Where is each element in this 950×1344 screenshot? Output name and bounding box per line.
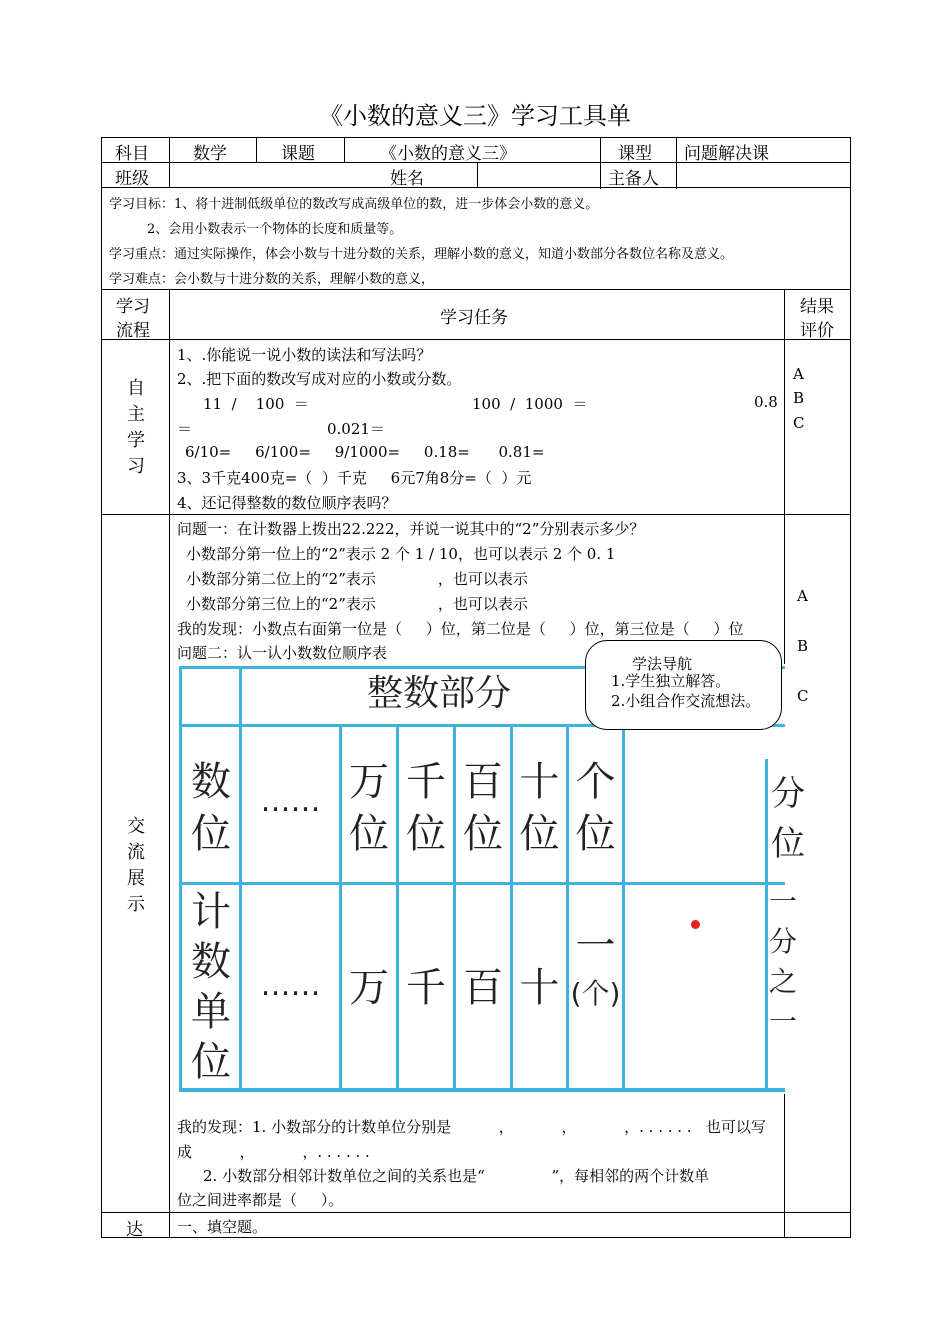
divider [600, 137, 601, 189]
goal-line-1: 学习目标：1、将十进制低级单位的数改写成高级单位的数，进一步体会小数的意义。 [109, 197, 599, 212]
red-dot [691, 920, 700, 929]
self-l3b: 100 / 1000 ＝ [472, 395, 588, 413]
self-l4b: 0.021＝ [327, 420, 385, 438]
preparer-label: 主备人 [608, 169, 659, 189]
exchange-char-4: 示 [127, 894, 145, 915]
divider [676, 137, 677, 189]
self-l3a: 11 / 100 ＝ [203, 395, 309, 413]
exchange-grade-a: A [797, 587, 808, 605]
cut-unit-2: 分 [768, 925, 797, 958]
cut-unit-4: 一 [768, 1005, 797, 1038]
reach-label: 达 [126, 1220, 143, 1240]
unit-bai: 百 [463, 965, 503, 1011]
key-point: 学习重点：通过实际操作，体会小数与十进分数的关系，理解小数的意义，知道小数部分各数位名称及意义。 [109, 247, 734, 262]
self-l3c: 0.8 [754, 393, 778, 411]
problem-1: 问题一：在计数器上拨出22.222，并说一说其中的“2”分别表示多少？ [177, 520, 645, 538]
row-label-place-1: 数 [191, 759, 231, 805]
problem-1-line-2: 小数部分第二位上的“2”表示 ，也可以表示 [186, 570, 528, 588]
row-label-unit-3: 单 [191, 989, 231, 1035]
flow-header-1: 学习 [116, 297, 150, 317]
self-l4a: ＝ [177, 420, 193, 438]
self-grade-a: A [793, 365, 804, 383]
place-wan-1: 万 [349, 759, 389, 805]
finding-1-line-1: 我的发现：1. 小数部分的计数单位分别是 ， ， ，. . . . . . 也可以写 [177, 1118, 766, 1136]
self-study-char-1: 自 [127, 378, 145, 399]
cut-unit-3: 之 [768, 965, 797, 998]
unit-ellipsis: …… [260, 968, 321, 1003]
exchange-grade-c: C [797, 687, 809, 705]
finding-2-line-1: 2. 小数部分相邻计数单位之间的关系也是“ ”，每相邻的两个计数单 [203, 1167, 710, 1185]
divider [169, 137, 170, 163]
divider [169, 162, 170, 188]
row-label-unit-4: 位 [191, 1039, 231, 1085]
self-q1: 1、.你能说一说小数的读法和写法吗？ [177, 346, 432, 364]
place-bai-1: 百 [463, 759, 503, 805]
integer-part-header: 整数部分 [366, 673, 511, 714]
divider [344, 137, 345, 163]
self-study-char-4: 习 [127, 456, 145, 477]
subject-label: 科目 [115, 144, 149, 164]
unit-ge-2: (个) [570, 977, 621, 1010]
place-ge-1: 个 [575, 759, 616, 805]
callout-line-1: 1.学生独立解答。 [611, 672, 731, 690]
task-header: 学习任务 [440, 308, 508, 328]
exchange-char-2: 流 [127, 842, 145, 863]
unit-shi: 十 [519, 965, 560, 1011]
divider [477, 162, 478, 188]
callout-title: 学法导航 [632, 655, 693, 673]
cut-place-2: 位 [771, 824, 805, 864]
flow-header-2: 流程 [116, 321, 150, 341]
row-label-unit-1: 计 [191, 889, 231, 935]
self-study-char-3: 学 [127, 430, 145, 451]
divider [256, 137, 257, 163]
place-qian-2: 位 [406, 811, 446, 857]
name-label: 姓名 [390, 169, 424, 189]
topic-value: 《小数的意义三》 [380, 144, 516, 164]
unit-wan: 万 [349, 965, 389, 1011]
place-shi-2: 位 [519, 811, 560, 857]
divider [101, 1212, 851, 1213]
self-l5: 6/10= 6/100= 9/1000= 0.18= 0.81= [185, 443, 545, 461]
problem-1-line-1: 小数部分第一位上的“2”表示 2 个 1 / 10，也可以表示 2 个 0. 1 [186, 545, 616, 563]
finding-1-line-2: 成 ， ，. . . . . . [177, 1143, 370, 1161]
subject-value: 数学 [193, 144, 227, 164]
self-grade-c: C [793, 414, 805, 432]
divider [101, 339, 851, 340]
problem-2: 问题二：认一认小数数位顺序表 [177, 644, 388, 662]
place-ge-2: 位 [575, 811, 616, 857]
cut-place-1: 分 [771, 774, 805, 814]
topic-label: 课题 [281, 144, 315, 164]
reach-text: 一、填空题。 [177, 1218, 268, 1236]
problem-1-line-3: 小数部分第三位上的“2”表示 ，也可以表示 [186, 595, 528, 613]
place-wan-2: 位 [349, 811, 389, 857]
finding-2-line-2: 位之间进率都是（ ）。 [177, 1191, 344, 1209]
cut-unit-1: 一 [768, 885, 797, 918]
unit-ge-1: 一 [575, 923, 616, 969]
callout-line-2: 2.小组合作交流想法。 [611, 692, 761, 710]
place-shi-1: 十 [519, 759, 560, 805]
self-q4: 4、还记得整数的数位顺序表吗？ [177, 494, 397, 512]
eval-header-2: 评价 [800, 321, 834, 341]
unit-qian: 千 [406, 965, 446, 1011]
row-label-unit-2: 数 [191, 939, 231, 985]
place-qian-1: 千 [406, 759, 446, 805]
discovery-1: 我的发现：小数点右面第一位是（ ）位，第二位是（ ）位，第三位是（ ）位 [177, 620, 744, 638]
goal-line-2: 2、会用小数表示一个物体的长度和质量等。 [147, 222, 403, 237]
row-label-place-2: 位 [191, 811, 231, 857]
self-grade-b: B [793, 389, 805, 407]
self-q3: 3、3千克400克=（ ）千克 6元7角8分=（ ）元 [177, 469, 532, 487]
exchange-char-3: 展 [127, 868, 145, 889]
eval-header-1: 结果 [800, 297, 834, 317]
self-study-char-2: 主 [127, 404, 145, 425]
self-q2: 2、.把下面的数改写成对应的小数或分数。 [177, 370, 462, 388]
class-label: 班级 [115, 169, 149, 189]
header-row-2 [101, 162, 851, 188]
divider [101, 514, 851, 515]
page-title: 《小数的意义三》学习工具单 [319, 102, 631, 130]
place-ellipsis: …… [260, 784, 321, 819]
type-label: 课型 [618, 144, 652, 164]
exchange-grade-b: B [797, 637, 809, 655]
place-bai-2: 位 [463, 811, 503, 857]
type-value: 问题解决课 [684, 144, 769, 164]
exchange-char-1: 交 [127, 816, 145, 837]
difficulty-point: 学习难点：会小数与十进分数的关系，理解小数的意义， [109, 272, 435, 287]
divider [169, 289, 170, 1238]
